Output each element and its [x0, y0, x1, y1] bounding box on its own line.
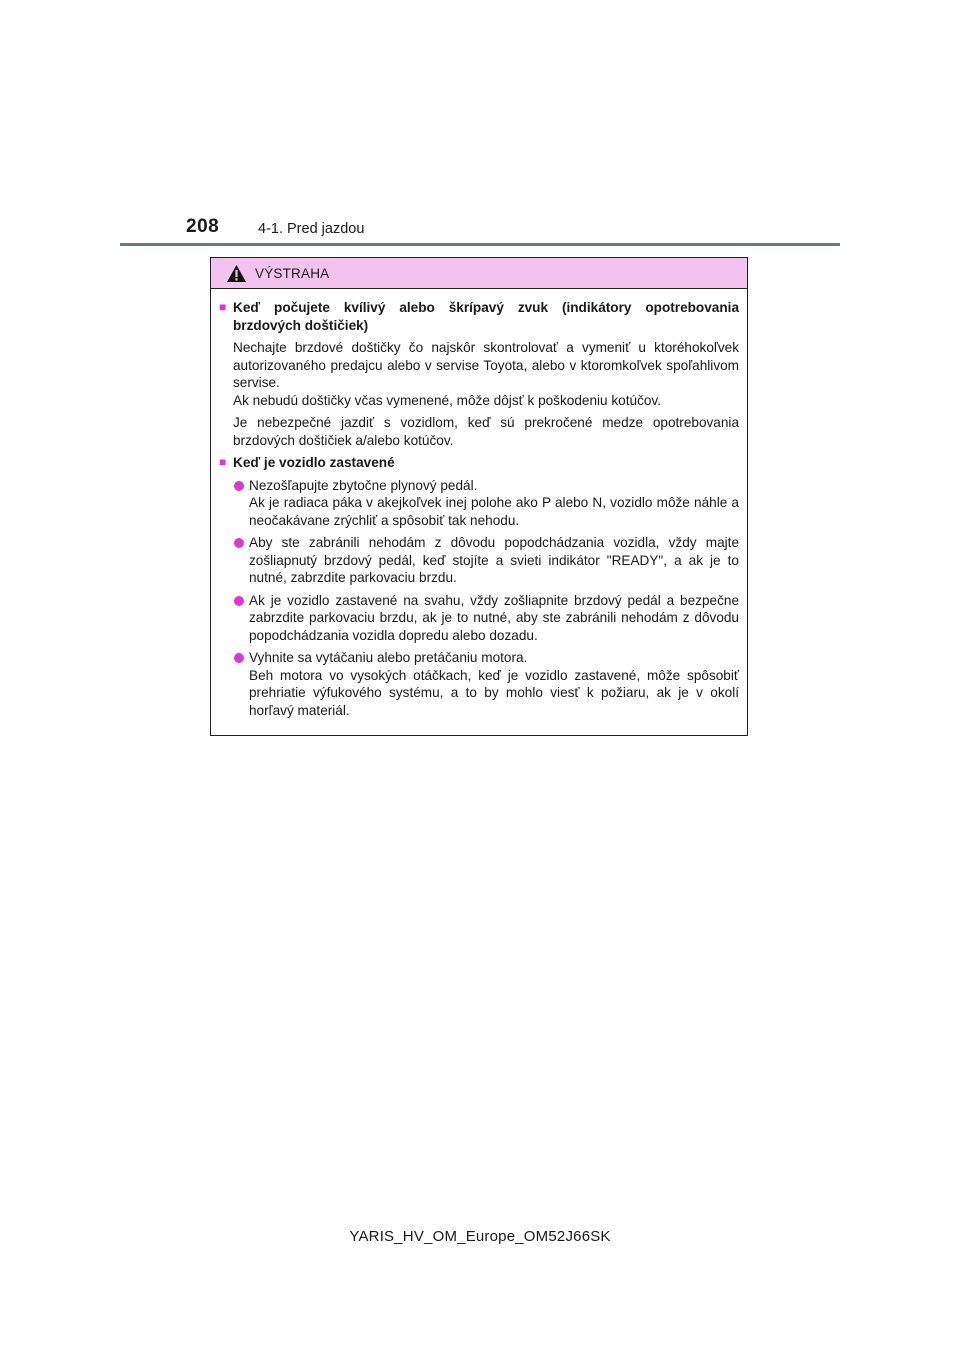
warning-body — [211, 289, 747, 719]
paragraph: Nechajte brzdové doštičky čo najskôr skontrolovať a vymeniť u ktoréhokoľvek autorizovaného predajcu alebo v servise Toyota, alebo v ktoromkoľvek spoľahlivom servise. — [233, 340, 739, 390]
footer-doc-code: YARIS_HV_OM_Europe_OM52J66SK — [349, 1228, 611, 1245]
bullet-dot-icon — [234, 481, 244, 491]
page-number: 208 — [186, 216, 220, 237]
header-rule — [120, 243, 840, 246]
bullet-text: Nezošľapujte zbytočne plynový pedál. Ak je radiaca páka v akejkoľvek inej polohe ako P alebo N, vozidlo môže náhle a neočakávane zrýchliť a spôsobiť tak nehodu. — [249, 477, 739, 528]
section-heading — [219, 299, 739, 334]
bullet-dot-icon — [234, 538, 244, 548]
section-heading — [219, 454, 739, 472]
warning-triangle-icon — [226, 264, 247, 283]
section-heading-text: Keď počujete kvílivý alebo škrípavý zvuk (indikátory opotrebovania brzdových doštičiek) — [233, 300, 739, 333]
section-title: 4-1. Pred jazdou — [258, 221, 365, 237]
section-brake-pads — [219, 299, 739, 449]
bullet-text: Ak je vozidlo zastavené na svahu, vždy zošliapnite brzdový pedál a bezpečne zabrzdite parkovaciu brzdu, ak je to nutné, aby ste zabránili nehodám z dôvodu popodchádzania vozidla dopredu alebo dozadu. — [249, 592, 739, 643]
bullet-item — [233, 592, 739, 645]
bullet-dot-icon — [234, 653, 244, 663]
warning-title: VÝSTRAHA — [255, 265, 330, 281]
bullet-dot-icon — [234, 596, 244, 606]
paragraph: Je nebezpečné jazdiť s vozidlom, keď sú prekročené medze opotrebovania brzdových doštičiek a/alebo kotúčov. — [233, 415, 739, 448]
warning-box — [210, 257, 748, 736]
paragraph: Ak nebudú doštičky včas vymenené, môže dôjsť k poškodeniu kotúčov. — [233, 392, 661, 408]
section-vehicle-stopped — [219, 454, 739, 719]
bullet-text: Aby ste zabránili nehodám z dôvodu popodchádzania vozidla, vždy majte zošliapnutý brzdový pedál, keď stojíte a svieti indikátor "READY", a ak je to nutné, zabrzdite parkovaciu brzdu. — [249, 535, 739, 585]
bullet-text: Vyhnite sa vytáčaniu alebo pretáčaniu motora. Beh motora vo vysokých otáčkach, keď je vozidlo zastavené, môže spôsobiť prehriatie výfukového systému, a to by mohlo viesť k požiaru, ak je v okolí horľavý materiál. — [249, 650, 739, 718]
square-bullet-icon: ■ — [219, 455, 227, 469]
section-heading-text: Keď je vozidlo zastavené — [233, 455, 395, 470]
warning-header — [211, 258, 747, 289]
bullet-item — [233, 477, 739, 530]
square-bullet-icon: ■ — [219, 300, 227, 314]
bullet-item — [233, 649, 739, 719]
bullet-item — [233, 534, 739, 587]
